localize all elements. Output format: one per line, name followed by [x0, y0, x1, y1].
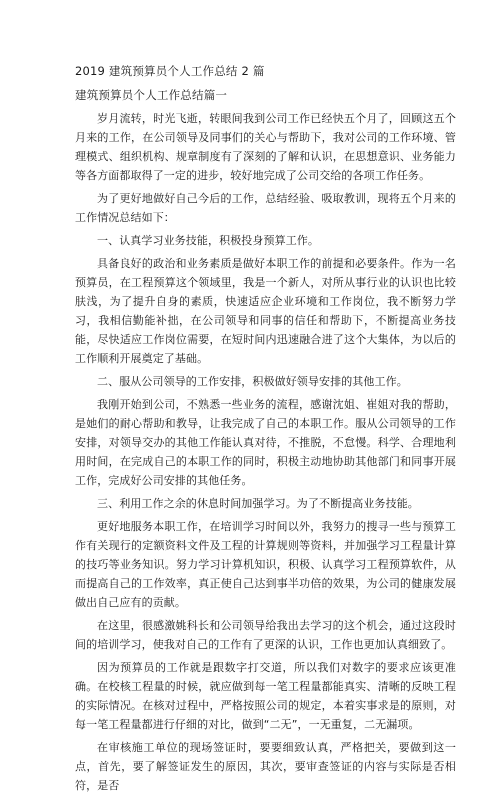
paragraph-intro: 岁月流转，时光飞逝，转眼间我到公司工作已经快五个月了，回顾这五个月来的工作，在公司领导及同事们的关心与帮助下，我对公司的工作环境、管理模式、组织机构、规章制度有了深刻的了解和认识，在思想意识、业务能力等各方面都取得了一定的进步，较好地完成了公司交给的各项工作任务。	[75, 112, 456, 182]
paragraph-section-3: 更好地服务本职工作，在培训学习时间以外，我努力的搜寻一些与预算工作有关现行的定额资料文件及工程的计算规则等资料，并加强学习工程量计算的技巧等业务知识。努力学习计算机知识，积极、认真学习工程预算软件，从而提高自己的工作效率，真正使自己达到事半功倍的效果，为公司的健康发展做出自己应有的贡献。	[75, 520, 456, 609]
section-heading-1: 一、认真学习业务技能，积极投身预算工作。	[97, 234, 319, 247]
paragraph-summary-lead: 为了更好地做好自己今后的工作，总结经验、吸取教训，现将五个月来的工作情况总结如下：	[75, 192, 456, 224]
paragraph-visa-review: 在审核施工单位的现场签证时，要要细致认真，严格把关，要做到这一点，首先，要了解签证发生的原因，其次，要审查签证的内容与实际是否相符，是否	[75, 741, 456, 792]
paragraph-section-2: 我刚开始到公司，不熟悉一些业务的流程，感谢沈姐、崔姐对我的帮助，是她们的耐心帮助和教导，让我完成了自己的本职工作。服从公司领导的工作安排，对领导交办的其他工作能认真对待，不推脱，不怠慢。科学、合理地利用时间，在完成自己的本职工作的同时，积极主动地协助其他部门和同事开展工作，完成好公司安排的其他任务。	[75, 398, 456, 487]
paragraph-thanks: 在这里，很感激姚科长和公司领导给我出去学习的这个机会，通过这段时间的培训学习，使我对自己的工作有了更深的认识，工作也更加认真细致了。	[75, 619, 456, 651]
section-heading-2: 二、服从公司领导的工作安排，积极做好领导安排的其他工作。	[97, 375, 408, 388]
paragraph-accuracy: 因为预算员的工作就是跟数字打交道，所以我们对数字的要求应该更准确。在校核工程量的时候，就应做到每一笔工程量都能真实、清晰的反映工程的实际情况。在核对过程中，严格按照公司的规定，本着实事求是的原则，对每一笔工程量都进行仔细的对比，做到“二无”，一无重复，二无漏项。	[75, 661, 456, 731]
section-heading-3: 三、利用工作之余的休息时间加强学习。为了不断提高业务技能。	[97, 497, 419, 510]
paragraph-section-1: 具备良好的政治和业务素质是做好本职工作的前提和必要条件。作为一名预算员，在工程预算这个领域里，我是一个新人，对所从事行业的认识也比较肤浅，为了提升自身的素质，快速适应企业环境和工作岗位，我不断努力学习，我相信勤能补拙，在公司领导和同事的信任和帮助下，不断提高业务技能，尽快适应工作岗位需要，在短时间内迅速融合进了这个大集体，为以后的工作顺利开展奠定了基础。	[75, 257, 456, 365]
document-subtitle: 建筑预算员个人工作总结篇一	[75, 88, 228, 102]
document-title: 2019 建筑预算员个人工作总结 2 篇	[75, 64, 265, 78]
